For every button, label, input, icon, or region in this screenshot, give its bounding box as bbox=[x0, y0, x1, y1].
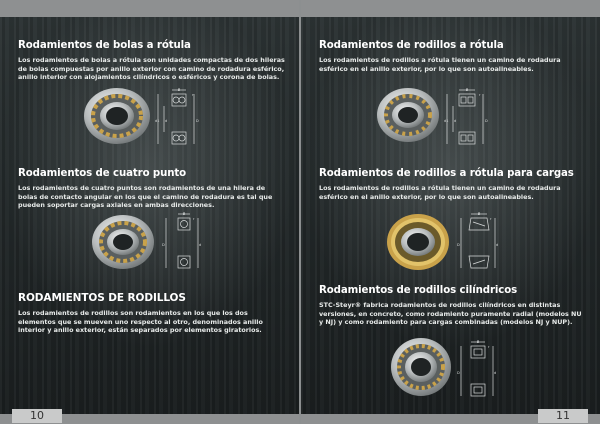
section-body: Los rodamientos de cuatro puntos son rodamientos de una hilera de bolas de contacto angular en los que el camino de rodadura es tal que pueden soportar cargas axiales en ambas direcciones. bbox=[18, 184, 273, 210]
four-point-section-diagram bbox=[160, 212, 204, 274]
page-number: 10 bbox=[12, 409, 62, 423]
page-left bbox=[0, 0, 299, 424]
label-d-outer: D bbox=[485, 119, 488, 123]
label-b: B bbox=[177, 88, 181, 92]
cylindrical-roller-section-diagram bbox=[455, 340, 499, 402]
section-roller-bearings bbox=[18, 292, 285, 335]
section-cylindrical-roller-bearings bbox=[319, 285, 586, 327]
section-body: Los rodamientos de bolas a rótula son unidades compactas de dos hileras de bolas compuestas por anillo exterior con camino de rodadura esférico, anillo interior con alojamientos cilíndricos o esféricos y corona de bolas. bbox=[18, 56, 285, 82]
cylindrical-roller-bearing-image bbox=[389, 336, 453, 398]
section-body: Los rodamientos de rodillos a rótula tienen un camino de rodadura esférico en el anillo exterior, por lo que son autoalineables. bbox=[319, 56, 561, 73]
section-four-point-bearings bbox=[18, 168, 285, 210]
four-point-bearing-image bbox=[90, 213, 156, 271]
label-r: r bbox=[490, 217, 492, 221]
section-title: Rodamientos de bolas a rótula bbox=[18, 40, 191, 51]
page-right bbox=[301, 0, 600, 424]
label-d-outer: D bbox=[162, 243, 165, 247]
spherical-roller-bearing-image bbox=[375, 86, 441, 144]
label-d-inner: d bbox=[454, 119, 457, 123]
section-title: RODAMIENTOS DE RODILLOS bbox=[18, 292, 186, 304]
label-r: r bbox=[488, 345, 490, 349]
section-body: Los rodamientos de rodillos son rodamientos en los que los dos elementos que se mueven uno respecto al otro, denominados anillo interior y anillo exterior, están separados por elementos giratorios. bbox=[18, 309, 263, 335]
section-body: STC-Steyr® fabrica rodamientos de rodillos cilíndricos en distintas versiones, en concreto, como rodamiento puramente radial (modelos NU y NJ) y como rodamiento para cargas combinadas (modelos NJ y NUP). bbox=[319, 301, 582, 327]
label-d-outer: D bbox=[196, 119, 199, 123]
label-d-outer: D bbox=[457, 243, 460, 247]
section-title: Rodamientos de cuatro punto bbox=[18, 168, 187, 179]
top-bar bbox=[301, 0, 600, 17]
label-r: r bbox=[193, 217, 195, 221]
label-d1: d1 bbox=[444, 119, 449, 123]
section-title: Rodamientos de rodillos cilíndricos bbox=[319, 285, 518, 296]
page-number: 11 bbox=[538, 409, 588, 423]
label-b: B bbox=[182, 212, 186, 216]
label-d-inner: d bbox=[199, 243, 202, 247]
gold-roller-bearing-image bbox=[385, 212, 451, 272]
spherical-roller-section-diagram bbox=[441, 88, 489, 150]
label-d-inner: d bbox=[496, 243, 499, 247]
thrust-roller-section-diagram bbox=[455, 212, 501, 274]
label-d-outer: D bbox=[457, 371, 460, 375]
section-title: Rodamientos de rodillos a rótula para cargas bbox=[319, 168, 574, 179]
ball-bearing-image bbox=[82, 86, 152, 146]
section-self-aligning-ball-bearings bbox=[18, 40, 285, 82]
section-body: Los rodamientos de rodillos a rótula tienen un camino de rodadura esférico en el anillo exterior, por lo que son autoalineables. bbox=[319, 184, 561, 201]
label-r: r bbox=[192, 93, 194, 97]
label-d1: d1 bbox=[155, 119, 160, 123]
section-spherical-roller-bearings-loads bbox=[319, 168, 586, 201]
label-b: B bbox=[476, 340, 480, 344]
section-title: Rodamientos de rodillos a rótula bbox=[319, 40, 504, 51]
label-d-inner: d bbox=[165, 119, 168, 123]
label-d-inner: d bbox=[494, 371, 497, 375]
section-spherical-roller-bearings bbox=[319, 40, 586, 73]
label-r: r bbox=[479, 93, 481, 97]
top-bar bbox=[0, 0, 299, 17]
ball-bearing-section-diagram bbox=[152, 88, 202, 150]
label-b: B bbox=[477, 212, 481, 216]
label-b: B bbox=[465, 88, 469, 92]
